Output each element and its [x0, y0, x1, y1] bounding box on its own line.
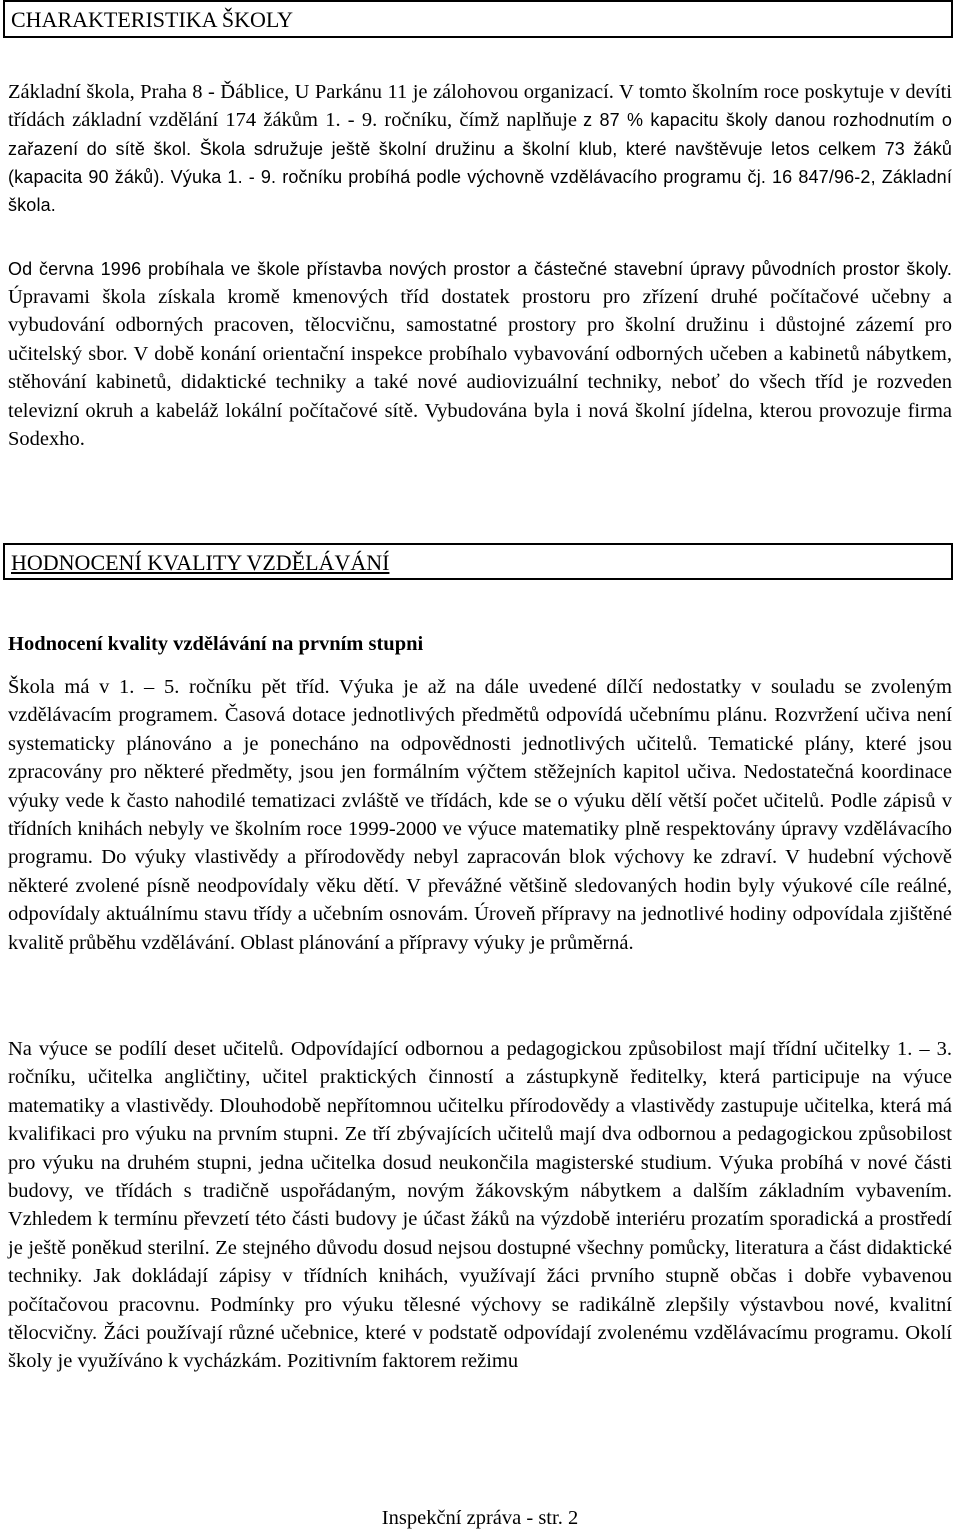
subheading-first-stage: Hodnocení kvality vzdělávání na prvním stupni	[8, 633, 424, 655]
school-intro-serif-text: Základní škola, Praha 8 - Ďáblice, U Parkánu 11 je zálohovou organizací. V tomto školním roce poskytuje v devíti třídách základní vzdělání 174 žákům 1. - 9. ročníku, čímž naplňuje	[8, 81, 952, 132]
first-stage-paragraph: Škola má v 1. – 5. ročníku pět tříd. Výuka je až na dále uvedené dílčí nedostatky v souladu se zvoleným vzdělávacím programem. Časová dotace jednotlivých předmětů odpovídá učebnímu plánu. Rozvržení učiva není systematicky plánováno a je ponecháno na odpovědnosti jednotlivých učitelů. Tematické plány, které jsou zpracovány pro některé předměty, jsou jen formálním výčtem stěžejních kapitol učiva. Nedostatečná koordinace výuky vede k často nahodilé tematizaci zvláště ve třídách, kde se o výuku dělí větší počet učitelů. Podle zápisů v třídních knihách nebyly ve školním roce 1999-2000 ve výuce matematiky plně respektovány úpravy vzdělávacího programu. Do výuky vlastivědy a přírodovědy nebyl zapracován blok výchovy ke zdraví. V hudební výchově některé zvolené písně neodpovídaly věku dětí. V převážné většině sledovaných hodin byly výukové cíle reálné, odpovídaly aktuálnímu stavu třídy a učebním osnovám. Úroveň přípravy na jednotlivé hodiny odpovídala zjištěné kvalitě průběhu vzdělávání. Oblast plánování a přípravy výuky je průměrná.	[8, 676, 952, 954]
school-intro-sans-text: z 87 % kapacitu školy danou rozhodnutím o zařazení do sítě škol. Škola sdružuje ještě školní družinu a školní klub, které navštěvuje letos celkem 73 žáků (kapacita 90 žáků). Výuka 1. - 9. ročníku probíhá podle výchovně vzdělávacího programu čj. 16 847/96-2, Základní škola.	[8, 110, 953, 215]
section-heading-characteristics: CHARAKTERISTIKA ŠKOLY	[3, 0, 953, 38]
section-heading-quality: HODNOCENÍ KVALITY VZDĚLÁVÁNÍ	[3, 543, 953, 580]
reconstruction-paragraph	[8, 255, 952, 453]
teachers-paragraph: Na výuce se podílí deset učitelů. Odpovídající odbornou a pedagogickou způsobilost mají třídní učitelky 1. – 3. ročníku, učitelka angličtiny, učitel praktických činností a zástupkyně ředitelky, která participuje na výuce matematiky a vlastivědy. Dlouhodobě nepřítomnou učitelku přírodovědy a vlastivědy zastupuje učitelka, která má kvalifikaci pro výuku na prvním stupni. Ze tří zbývajících učitelů mají dva odbornou a pedagogickou způsobilost pro výuku na druhém stupni, jedna učitelka dosud neukončila magisterské studium. Výuka probíhá v nové části budovy, ve třídách s tradičně uspořádaným, novým žákovským nábytkem a dalším základním vybavením. Vzhledem k termínu převzetí této části budovy je účast žáků na výzdobě interiéru prozatím sporadická a prostředí je ještě poněkud sterilní. Ze stejného důvodu dosud nejsou dostupné všechny pomůcky, literatura a část didaktické techniky. Jak dokládají zápisy v třídních knihách, využívají žáci prvního stupně občas i dobře vybavenou počítačovou pracovnu. Podmínky pro výuku tělesné výchovy se radikálně zlepšily výstavbou nové, kvalitní tělocvičny. Žáci používají různé učebnice, které v podstatě odpovídají zvolenému vzdělávacímu programu. Okolí školy je využíváno k vycházkám. Pozitivním faktorem režimu	[8, 1038, 952, 1373]
school-intro-paragraph	[8, 78, 952, 219]
reconstruction-sans-text: Od června 1996 probíhala ve škole přístavba nových prostor a částečné stavební úpravy původních prostor školy.	[8, 259, 952, 279]
reconstruction-serif-text: Úpravami škola získala kromě kmenových tříd dostatek prostoru pro zřízení druhé počítačové učebny a vybudování odborných pracoven, tělocvičnu, samostatné prostory pro školní družinu i důstojné zázemí pro učitelský sbor. V době konání orientační inspekce probíhalo vybavování odborných učeben a kabinetů nábytkem, stěhování kabinetů, didaktické techniky a také nové audiovizuální techniky, neboť do všech tříd je rozveden televizní okruh a kabeláž lokální počítačové sítě. Vybudována byla i nová školní jídelna, kterou provozuje firma Sodexho.	[8, 286, 952, 451]
page-footer: Inspekční zpráva - str. 2	[381, 1507, 579, 1529]
